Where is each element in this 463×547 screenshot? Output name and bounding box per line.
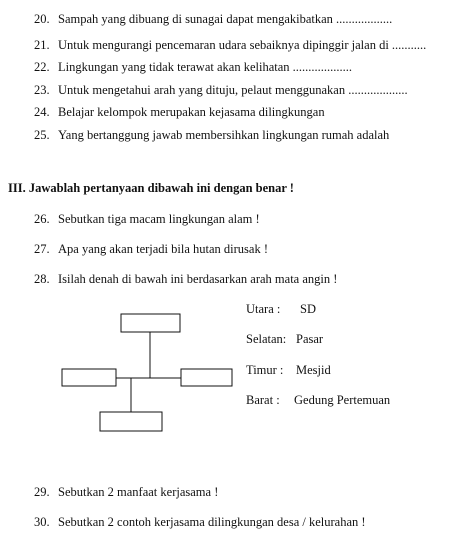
question-number: 27. [34, 242, 50, 256]
question-number: 21. [34, 38, 50, 52]
west-box [62, 369, 116, 386]
direction-west [246, 392, 390, 408]
question-number: 22. [34, 60, 50, 74]
section-heading: III. Jawablah pertanyaan dibawah ini dengan benar ! [8, 181, 294, 195]
question-number: 24. [34, 105, 50, 119]
direction-north [246, 301, 316, 317]
question-text: Untuk mengetahui arah yang dituju, pelaut menggunakan ................... [58, 83, 408, 97]
question-text: Apa yang akan terjadi bila hutan dirusak ! [58, 242, 268, 256]
question-text: Untuk mengurangi pencemaran udara sebaiknya dipinggir jalan di ........... [58, 38, 427, 52]
question-number: 25. [34, 128, 50, 142]
question-number: 29. [34, 485, 50, 499]
direction-label: Utara : [246, 302, 281, 316]
question-text: Sebutkan 2 contoh kerjasama dilingkungan desa / kelurahan ! [58, 515, 366, 529]
direction-east [246, 362, 331, 378]
question-text: Isilah denah di bawah ini berdasarkan arah mata angin ! [58, 272, 338, 286]
question-text: Belajar kelompok merupakan kejasama dilingkungan [58, 105, 325, 119]
north-box [121, 314, 180, 332]
direction-value: Mesjid [296, 363, 331, 377]
direction-label: Timur : [246, 363, 284, 377]
question-29 [34, 484, 218, 500]
direction-value: Gedung Pertemuan [294, 393, 391, 407]
east-box [181, 369, 232, 386]
question-text: Sampah yang dibuang di sunagai dapat mengakibatkan .................. [58, 12, 393, 26]
question-number: 28. [34, 272, 50, 286]
question-text: Lingkungan yang tidak terawat akan kelihatan ................... [58, 60, 353, 74]
question-number: 20. [34, 12, 50, 26]
direction-south [246, 331, 323, 347]
direction-label: Selatan: [246, 332, 287, 346]
question-number: 23. [34, 83, 50, 97]
question-text: Sebutkan 2 manfaat kerjasama ! [58, 485, 219, 499]
south-box [100, 412, 162, 431]
question-number: 26. [34, 212, 50, 226]
question-text: Yang bertanggung jawab membersihkan lingkungan rumah adalah [58, 128, 390, 142]
question-30 [34, 514, 366, 530]
direction-label: Barat : [246, 393, 280, 407]
question-number: 30. [34, 515, 50, 529]
question-text: Sebutkan tiga macam lingkungan alam ! [58, 212, 260, 226]
direction-value: Pasar [296, 332, 324, 346]
direction-value: SD [300, 302, 316, 316]
